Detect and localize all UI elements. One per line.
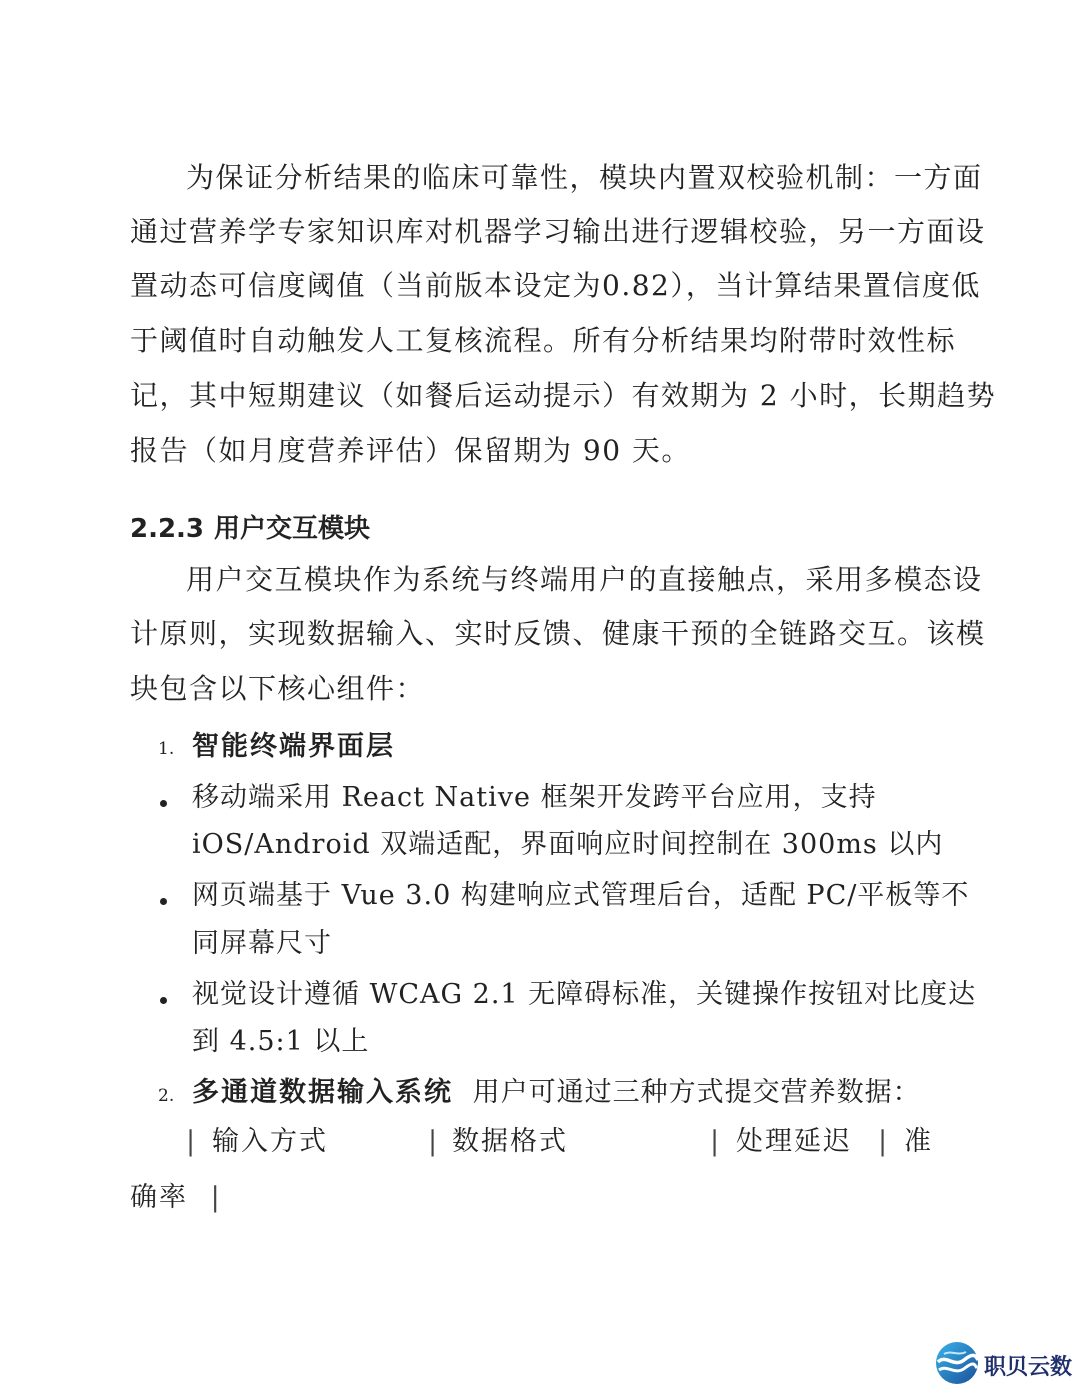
bullet-2-line-1: 网页端基于 Vue 3.0 构建响应式管理后台，适配 PC/平板等不 [192,880,970,911]
paragraph-1-line-6: 报告（如月度营养评估）保留期为 90 天。 [130,434,691,467]
section-heading [130,512,370,546]
table-header-col-3: 处理延迟 [736,1126,852,1157]
paragraph-1-line-4: 于阈值时自动触发人工复核流程。所有分析结果均附带时效性标 [130,324,957,357]
globe-wave-icon [934,1340,980,1390]
table-pipe: | [186,1126,198,1157]
paragraph-1-line-1: 为保证分析结果的临床可靠性，模块内置双校验机制：一方面 [186,161,983,194]
table-header-row-wrap [130,1180,222,1216]
list-item-1-marker: 1. [158,739,175,759]
section-title: 用户交互模块 [214,514,371,544]
paragraph-2-line-2: 计原则，实现数据输入、实时反馈、健康干预的全链路交互。该模 [130,617,986,650]
table-pipe: | [210,1182,222,1213]
table-header-col-1: 输入方式 [212,1126,328,1157]
section-number: 2.2.3 [130,514,205,544]
bullet-dot [160,800,167,807]
bullet-3-line-1: 视觉设计遵循 WCAG 2.1 无障碍标准，关键操作按钮对比度达 [192,979,977,1010]
paragraph-2-line-1: 用户交互模块作为系统与终端用户的直接触点，采用多模态设 [186,563,983,596]
table-header-col-4-part-2: 确率 [130,1182,188,1213]
list-item-1-title: 智能终端界面层 [192,731,395,762]
bullet-1-line-2: iOS/Android 双端适配，界面响应时间控制在 300ms 以内 [192,829,944,860]
table-pipe: | [878,1126,890,1157]
paragraph-1-line-3: 置动态可信度阈值（当前版本设定为0.82），当计算结果置信度低 [130,269,981,302]
paragraph-1-line-5: 记，其中短期建议（如餐后运动提示）有效期为 2 小时，长期趋势 [130,379,997,412]
table-pipe: | [710,1126,722,1157]
bullet-dot [160,898,167,905]
paragraph-2-line-3: 块包含以下核心组件： [130,672,426,705]
brand-logo [934,1339,1072,1391]
list-item-2-title: 多通道数据输入系统 [192,1077,453,1108]
bullet-dot [160,997,167,1004]
bullet-3-line-2: 到 4.5:1 以上 [192,1026,370,1057]
table-header-col-2: 数据格式 [452,1126,568,1157]
list-item-2 [192,1075,921,1111]
bullet-2-line-2: 同屏幕尺寸 [192,928,332,959]
brand-logo-text: 职贝云数 [983,1354,1072,1380]
list-item-2-marker: 2. [158,1086,175,1106]
table-header-col-4-part-1: 准 [904,1126,933,1157]
bullet-1-line-1: 移动端采用 React Native 框架开发跨平台应用，支持 [192,782,877,813]
paragraph-1-line-2: 通过营养学专家知识库对机器学习输出进行逻辑校验，另一方面设 [130,215,986,248]
table-pipe: | [428,1126,440,1157]
list-item-2-text: 用户可通过三种方式提交营养数据： [472,1077,921,1108]
